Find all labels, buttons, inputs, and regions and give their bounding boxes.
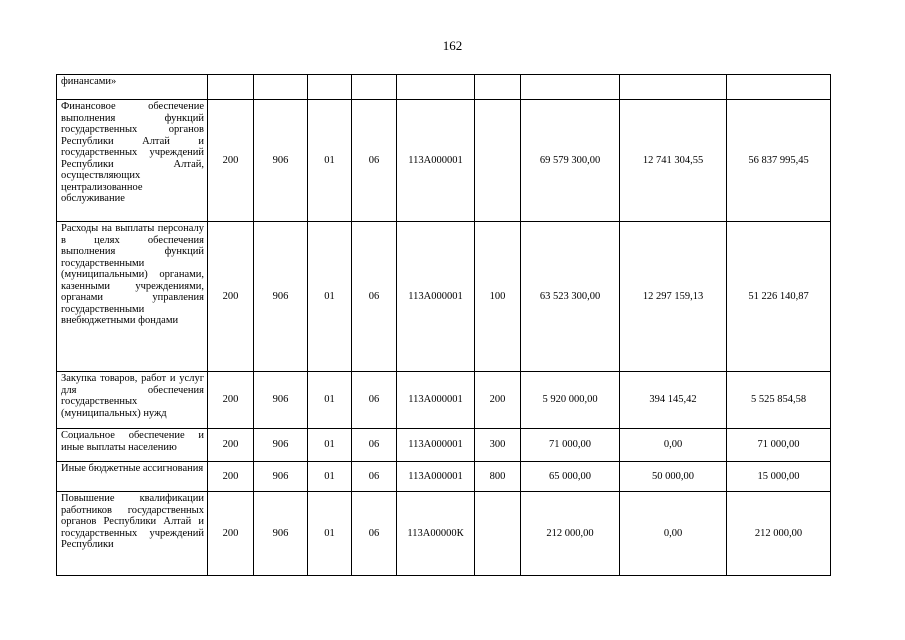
cell-code3: 01 (308, 372, 352, 429)
cell-amount-plan: 69 579 300,00 (521, 100, 620, 222)
row-name: Социальное обеспечение и иные выплаты населению (57, 429, 208, 462)
table-row (57, 372, 831, 429)
cell-code4 (352, 75, 397, 100)
row-name: Финансовое обеспечение выполнения функций государственных органов Республики Алтай и государственных учреждений Республики Алтай, осуществляющих централизованное обслуживание (57, 100, 208, 222)
page-number: 162 (442, 38, 463, 53)
cell-type (475, 100, 521, 222)
cell-code3 (308, 75, 352, 100)
table-row (57, 462, 831, 492)
table-row (57, 100, 831, 222)
cell-code4: 06 (352, 492, 397, 576)
row-name: Иные бюджетные ассигнования (57, 462, 208, 492)
cell-code3: 01 (308, 100, 352, 222)
cell-target: 113А000001 (397, 222, 475, 372)
cell-amount-exec: 0,00 (620, 492, 727, 576)
cell-code2: 906 (254, 222, 308, 372)
cell-target: 113А000001 (397, 372, 475, 429)
cell-code3: 01 (308, 492, 352, 576)
cell-amount-exec: 12 297 159,13 (620, 222, 727, 372)
cell-target: 113А000001 (397, 100, 475, 222)
cell-code2: 906 (254, 462, 308, 492)
cell-code3: 01 (308, 222, 352, 372)
table-row (57, 222, 831, 372)
cell-code2: 906 (254, 372, 308, 429)
cell-code4: 06 (352, 372, 397, 429)
cell-code3: 01 (308, 462, 352, 492)
cell-code1: 200 (208, 492, 254, 576)
cell-target: 113А000001 (397, 429, 475, 462)
cell-code1: 200 (208, 100, 254, 222)
cell-code2 (254, 75, 308, 100)
cell-target: 113А00000К (397, 492, 475, 576)
cell-type: 300 (475, 429, 521, 462)
cell-code3: 01 (308, 429, 352, 462)
table-row (57, 492, 831, 576)
cell-type (475, 492, 521, 576)
cell-code4: 06 (352, 222, 397, 372)
cell-code1: 200 (208, 462, 254, 492)
row-name: Расходы на выплаты персоналу в целях обеспечения выполнения функций государственными (муниципальными) органами, казенными учреждениями, органами управления государственными внебюджетными фондами (57, 222, 208, 372)
cell-code4: 06 (352, 100, 397, 222)
cell-amount-plan: 212 000,00 (521, 492, 620, 576)
cell-amount-exec: 394 145,42 (620, 372, 727, 429)
cell-code1: 200 (208, 222, 254, 372)
cell-amount-exec: 0,00 (620, 429, 727, 462)
cell-type (475, 75, 521, 100)
cell-amount-exec: 12 741 304,55 (620, 100, 727, 222)
cell-type: 800 (475, 462, 521, 492)
table-row (57, 75, 831, 100)
cell-amount-exec (620, 75, 727, 100)
cell-amount-exec: 50 000,00 (620, 462, 727, 492)
cell-code4: 06 (352, 429, 397, 462)
cell-amount-rest: 56 837 995,45 (727, 100, 831, 222)
cell-code2: 906 (254, 100, 308, 222)
cell-amount-rest (727, 75, 831, 100)
cell-amount-rest: 51 226 140,87 (727, 222, 831, 372)
row-name: Повышение квалификации работников государственных органов Республики Алтай и государственных учреждений Республики (57, 492, 208, 576)
cell-amount-rest: 5 525 854,58 (727, 372, 831, 429)
cell-type: 100 (475, 222, 521, 372)
cell-code1 (208, 75, 254, 100)
budget-table (56, 74, 831, 576)
cell-target (397, 75, 475, 100)
cell-amount-plan: 65 000,00 (521, 462, 620, 492)
cell-code1: 200 (208, 429, 254, 462)
cell-code2: 906 (254, 429, 308, 462)
cell-amount-plan: 63 523 300,00 (521, 222, 620, 372)
row-name: финансами» (57, 75, 208, 100)
cell-code1: 200 (208, 372, 254, 429)
table-row (57, 429, 831, 462)
cell-amount-plan (521, 75, 620, 100)
cell-amount-plan: 5 920 000,00 (521, 372, 620, 429)
cell-code2: 906 (254, 492, 308, 576)
cell-amount-rest: 15 000,00 (727, 462, 831, 492)
row-name: Закупка товаров, работ и услуг для обеспечения государственных (муниципальных) нужд (57, 372, 208, 429)
cell-amount-rest: 212 000,00 (727, 492, 831, 576)
cell-type: 200 (475, 372, 521, 429)
cell-amount-plan: 71 000,00 (521, 429, 620, 462)
cell-target: 113А000001 (397, 462, 475, 492)
cell-code4: 06 (352, 462, 397, 492)
cell-amount-rest: 71 000,00 (727, 429, 831, 462)
